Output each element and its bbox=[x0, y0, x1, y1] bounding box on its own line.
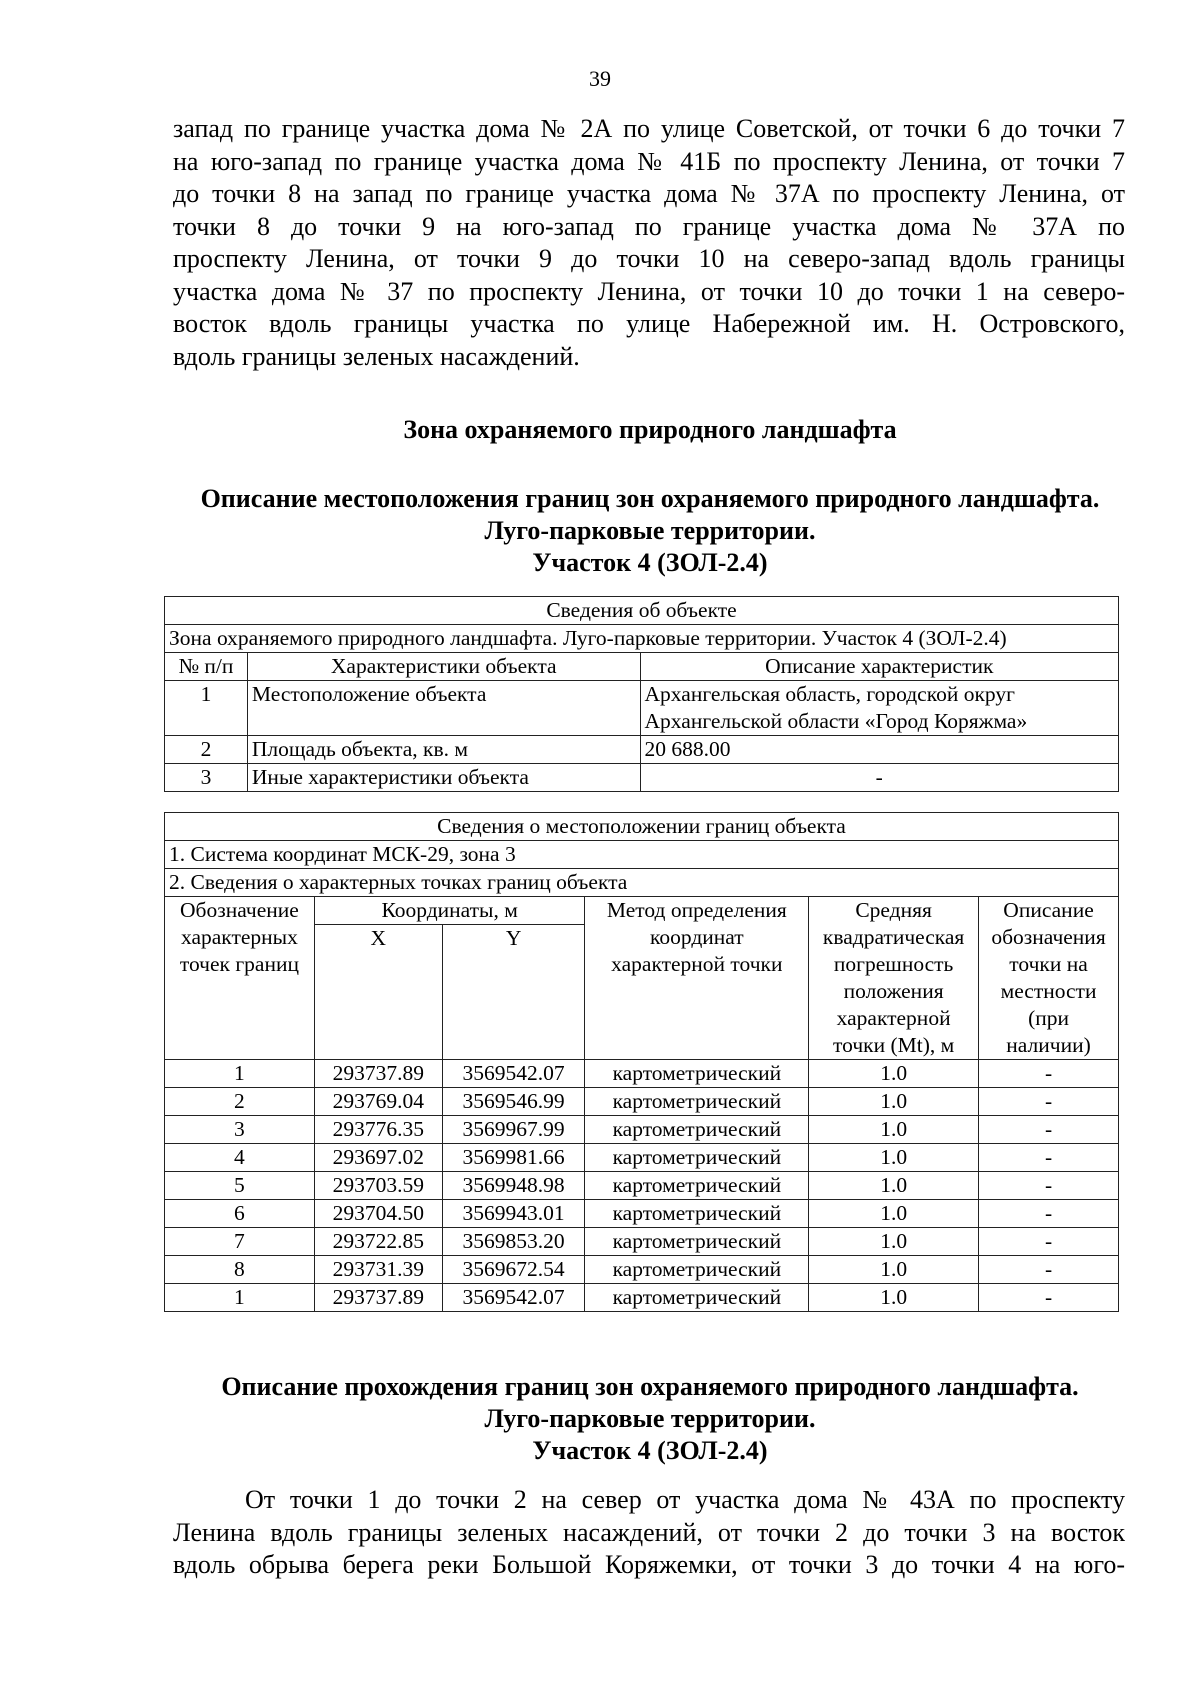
cell-y: 3569943.01 bbox=[442, 1200, 585, 1228]
cell-error: 1.0 bbox=[809, 1144, 979, 1172]
table-row bbox=[165, 681, 1119, 736]
cell-point: 1 bbox=[165, 1284, 315, 1312]
object-table-title: Сведения об объекте bbox=[165, 597, 1119, 625]
row-number: 1 bbox=[165, 681, 248, 736]
header-line: положения bbox=[843, 979, 944, 1003]
header-line: характерной точки bbox=[611, 952, 783, 976]
zone-heading: Зона охраняемого природного ландшафта bbox=[403, 415, 897, 444]
description-line: Архангельской области «Город Коряжма» bbox=[644, 709, 1028, 733]
row-characteristic: Иные характеристики объекта bbox=[247, 764, 640, 792]
location-heading-line: Луго-парковые территории. bbox=[484, 516, 816, 545]
paragraph-line: вдоль обрыва берега реки Большой Коряжемки, от точки 3 до точки 4 на юго- bbox=[173, 1550, 1125, 1579]
cell-method: картометрический bbox=[585, 1144, 809, 1172]
cell-y: 3569981.66 bbox=[442, 1144, 585, 1172]
cell-y: 3569542.07 bbox=[442, 1284, 585, 1312]
page-number: 39 bbox=[589, 66, 611, 91]
cell-y: 3569542.07 bbox=[442, 1060, 585, 1088]
row-description: 20 688.00 bbox=[640, 736, 1118, 764]
location-heading-line: Участок 4 (ЗОЛ-2.4) bbox=[532, 548, 768, 577]
cell-x: 293703.59 bbox=[314, 1172, 442, 1200]
column-header-method bbox=[585, 897, 809, 1060]
column-header-y: Y bbox=[442, 925, 585, 1060]
table-row bbox=[165, 1088, 1119, 1116]
cell-method: картометрический bbox=[585, 1088, 809, 1116]
passage-heading-line: Участок 4 (ЗОЛ-2.4) bbox=[532, 1436, 768, 1465]
cell-y: 3569853.20 bbox=[442, 1228, 585, 1256]
table-row bbox=[165, 1228, 1119, 1256]
table-row bbox=[165, 764, 1119, 792]
table-row bbox=[165, 1200, 1119, 1228]
table-header-row bbox=[165, 653, 1119, 681]
passage-heading bbox=[160, 1371, 1140, 1467]
table-row bbox=[165, 1116, 1119, 1144]
row-description bbox=[640, 681, 1118, 736]
table-row bbox=[165, 1172, 1119, 1200]
description-line: Архангельская область, городской округ bbox=[644, 682, 1015, 706]
paragraph-line: проспекту Ленина, от точки 9 до точки 10 на северо-запад вдоль границы bbox=[173, 244, 1125, 273]
cell-desc: - bbox=[979, 1256, 1119, 1284]
cell-error: 1.0 bbox=[809, 1088, 979, 1116]
cell-method: картометрический bbox=[585, 1256, 809, 1284]
column-header: Описание характеристик bbox=[640, 653, 1118, 681]
cell-error: 1.0 bbox=[809, 1284, 979, 1312]
paragraph-line: вдоль границы зеленых насаждений. bbox=[173, 341, 580, 371]
cell-x: 293731.39 bbox=[314, 1256, 442, 1284]
cell-point: 8 bbox=[165, 1256, 315, 1284]
cell-x: 293697.02 bbox=[314, 1144, 442, 1172]
coordinates-table bbox=[164, 812, 1119, 1312]
header-line: Средняя bbox=[855, 898, 932, 922]
table-row bbox=[165, 736, 1119, 764]
cell-x: 293722.85 bbox=[314, 1228, 442, 1256]
header-line: характерных bbox=[181, 925, 298, 949]
passage-heading-line: Луго-парковые территории. bbox=[484, 1404, 816, 1433]
cell-y: 3569967.99 bbox=[442, 1116, 585, 1144]
paragraph-line: восток вдоль границы участка по улице Набережной им. Н. Островского, bbox=[173, 309, 1125, 338]
cell-desc: - bbox=[979, 1172, 1119, 1200]
header-line: Описание bbox=[1003, 898, 1094, 922]
location-heading bbox=[160, 483, 1140, 579]
header-line: Обозначение bbox=[180, 898, 299, 922]
header-line: обозначения bbox=[991, 925, 1106, 949]
passage-paragraph bbox=[173, 1484, 1125, 1582]
row-characteristic: Площадь объекта, кв. м bbox=[247, 736, 640, 764]
header-line: Метод определения bbox=[606, 898, 787, 922]
cell-method: картометрический bbox=[585, 1228, 809, 1256]
cell-point: 7 bbox=[165, 1228, 315, 1256]
cell-desc: - bbox=[979, 1144, 1119, 1172]
cell-x: 293704.50 bbox=[314, 1200, 442, 1228]
column-header: Характеристики объекта bbox=[247, 653, 640, 681]
paragraph-line: От точки 1 до точки 2 на север от участка дома № 43А по проспекту bbox=[245, 1485, 1125, 1514]
paragraph-line: на юго-запад по границе участка дома № 41Б по проспекту Ленина, от точки 7 bbox=[173, 146, 1125, 176]
cell-method: картометрический bbox=[585, 1200, 809, 1228]
table-row bbox=[165, 1060, 1119, 1088]
header-line: точек границ bbox=[179, 952, 299, 976]
header-line: точки (Mt), м bbox=[833, 1033, 955, 1057]
cell-error: 1.0 bbox=[809, 1116, 979, 1144]
paragraph-line: Ленина вдоль границы зеленых насаждений, от точки 2 до точки 3 на восток bbox=[173, 1517, 1125, 1547]
cell-method: картометрический bbox=[585, 1060, 809, 1088]
cell-error: 1.0 bbox=[809, 1060, 979, 1088]
paragraph-line: участка дома № 37 по проспекту Ленина, от точки 10 до точки 1 на северо- bbox=[173, 276, 1125, 306]
cell-point: 2 bbox=[165, 1088, 315, 1116]
cell-method: картометрический bbox=[585, 1172, 809, 1200]
cell-desc: - bbox=[979, 1284, 1119, 1312]
cell-error: 1.0 bbox=[809, 1200, 979, 1228]
paragraph-line: запад по границе участка дома № 2А по улице Советской, от точки 6 до точки 7 bbox=[173, 114, 1125, 143]
column-header-description bbox=[979, 897, 1119, 1060]
row-number: 2 bbox=[165, 736, 248, 764]
header-line: (при bbox=[1028, 1006, 1069, 1030]
column-header-x: X bbox=[314, 925, 442, 1060]
location-heading-line: Описание местоположения границ зон охраняемого природного ландшафта. bbox=[200, 484, 1100, 513]
cell-error: 1.0 bbox=[809, 1172, 979, 1200]
row-number: 3 bbox=[165, 764, 248, 792]
cell-x: 293737.89 bbox=[314, 1284, 442, 1312]
coords-table-title: Сведения о местоположении границ объекта bbox=[165, 813, 1119, 841]
cell-error: 1.0 bbox=[809, 1228, 979, 1256]
cell-y: 3569672.54 bbox=[442, 1256, 585, 1284]
table-header-row bbox=[165, 897, 1119, 925]
column-header: № п/п bbox=[165, 653, 248, 681]
object-info-table bbox=[164, 596, 1119, 792]
cell-method: картометрический bbox=[585, 1284, 809, 1312]
intro-paragraph bbox=[173, 113, 1125, 373]
header-line: местности bbox=[1000, 979, 1097, 1003]
cell-point: 1 bbox=[165, 1060, 315, 1088]
cell-x: 293769.04 bbox=[314, 1088, 442, 1116]
cell-desc: - bbox=[979, 1200, 1119, 1228]
paragraph-line: точки 8 до точки 9 на юго-запад по границе участка дома № 37А по bbox=[173, 211, 1125, 241]
table-row bbox=[165, 1284, 1119, 1312]
header-line: наличии) bbox=[1006, 1033, 1091, 1057]
header-line: координат bbox=[650, 925, 744, 949]
table-row bbox=[165, 1256, 1119, 1284]
coordinate-system: 1. Система координат МСК-29, зона 3 bbox=[165, 841, 1119, 869]
header-line: точки на bbox=[1009, 952, 1088, 976]
column-header-coordinates: Координаты, м bbox=[314, 897, 585, 925]
column-header-error bbox=[809, 897, 979, 1060]
cell-desc: - bbox=[979, 1228, 1119, 1256]
cell-error: 1.0 bbox=[809, 1256, 979, 1284]
row-characteristic: Местоположение объекта bbox=[247, 681, 640, 736]
cell-x: 293776.35 bbox=[314, 1116, 442, 1144]
header-line: характерной bbox=[836, 1006, 951, 1030]
cell-point: 4 bbox=[165, 1144, 315, 1172]
cell-method: картометрический bbox=[585, 1116, 809, 1144]
table-row bbox=[165, 1144, 1119, 1172]
header-line: погрешность bbox=[833, 952, 954, 976]
cell-point: 3 bbox=[165, 1116, 315, 1144]
cell-x: 293737.89 bbox=[314, 1060, 442, 1088]
header-line: квадратическая bbox=[822, 925, 965, 949]
column-header-designation bbox=[165, 897, 315, 1060]
cell-desc: - bbox=[979, 1088, 1119, 1116]
passage-heading-line: Описание прохождения границ зон охраняемого природного ландшафта. bbox=[221, 1372, 1079, 1401]
object-table-subtitle: Зона охраняемого природного ландшафта. Луго-парковые территории. Участок 4 (ЗОЛ-2.4) bbox=[165, 625, 1119, 653]
paragraph-line: до точки 8 на запад по границе участка дома № 37А по проспекту Ленина, от bbox=[173, 179, 1125, 208]
cell-y: 3569948.98 bbox=[442, 1172, 585, 1200]
cell-desc: - bbox=[979, 1116, 1119, 1144]
cell-point: 5 bbox=[165, 1172, 315, 1200]
row-description: - bbox=[640, 764, 1118, 792]
points-title: 2. Сведения о характерных точках границ объекта bbox=[165, 869, 1119, 897]
cell-point: 6 bbox=[165, 1200, 315, 1228]
cell-desc: - bbox=[979, 1060, 1119, 1088]
cell-y: 3569546.99 bbox=[442, 1088, 585, 1116]
